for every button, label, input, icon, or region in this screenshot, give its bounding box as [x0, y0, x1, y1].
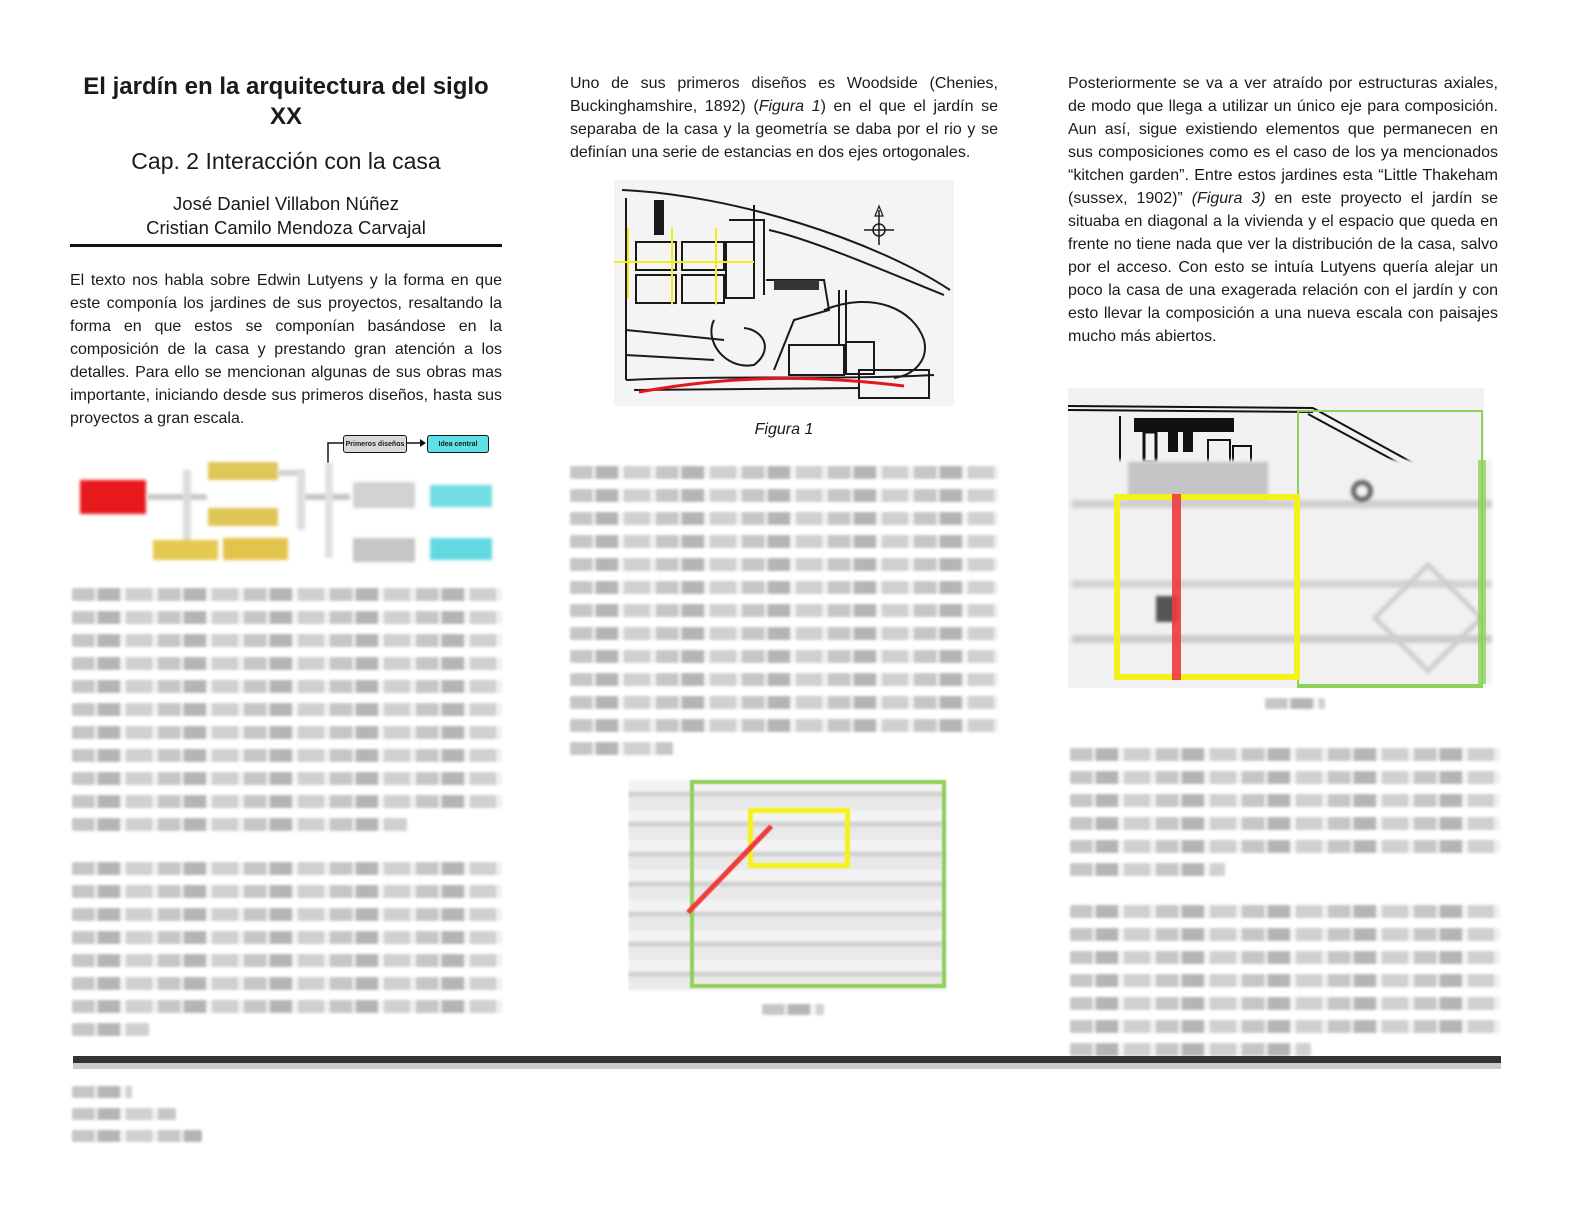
authors	[70, 192, 502, 240]
author-name: José Daniel Villabon Núñez	[173, 193, 399, 214]
diagram-connector-blur	[147, 494, 207, 500]
green-garden-outline	[1297, 410, 1483, 688]
diagram-node-red	[80, 480, 146, 514]
little-thakeham-paragraph	[1068, 72, 1498, 348]
diagram-node-yellow	[208, 508, 278, 526]
house-block	[654, 200, 664, 235]
diagram-node-yellow	[223, 538, 288, 560]
diagram-node-grey	[353, 538, 415, 562]
column-3	[1068, 72, 1498, 348]
paragraph-text: ) en el que el jardín se separaba de la casa y la geometría se daba por el rio y se definían una serie de estancias en dos ejes ortogonales.	[570, 98, 999, 161]
figure-reference: (Figura 3)	[1191, 190, 1266, 207]
diagram-connector-blur	[297, 470, 305, 530]
redacted-paragraph	[1070, 905, 1500, 1066]
figure-1-woodside-plan	[614, 180, 954, 406]
figure-3-little-thakeham-plan	[1068, 388, 1498, 688]
redacted-paragraph	[72, 588, 502, 841]
footer-divider	[73, 1056, 1501, 1063]
green-garden-edge	[1478, 460, 1486, 684]
redacted-paragraph	[1070, 748, 1500, 886]
redacted-paragraph	[570, 466, 998, 765]
figure-2-plan-pixelated	[628, 770, 948, 992]
header-divider	[70, 244, 502, 247]
chapter-subtitle: Cap. 2 Interacción con la casa	[131, 148, 441, 174]
paragraph-text: Posteriormente se va a ver atraído por estructuras axiales, de modo que llega a utilizar un único eje para composición. Aun así, sigue existiendo elementos que permanecen en sus composiciones como es el caso de los ya mencionados “kitchen garden”. Entre estos jardines esta “Little Thakeham (sussex, 1902)”	[1068, 75, 1498, 207]
diagram-connector-blur	[325, 463, 333, 558]
column-1	[70, 72, 502, 430]
author-name: Cristian Camilo Mendoza Carvajal	[146, 217, 426, 238]
paragraph-text: Uno de sus primeros diseños es Woodside (Chenies, Buckinghamshire, 1892) (	[570, 75, 998, 115]
intro-paragraph: El texto nos habla sobre Edwin Lutyens y la forma en que este componía los jardines de sus proyectos, resaltando la forma en que estos se componían basándose en la composición de la casa y prestando gran atención a los detalles. Para ello se mencionan algunas de sus obras mas importante, iniciando desde sus primeros diseños, hasta sus proyectos a gran escala.	[70, 272, 502, 427]
diagram-node-grey	[353, 482, 415, 508]
concept-diagram	[75, 430, 505, 565]
figure-1-caption: Figura 1	[754, 421, 814, 438]
redacted-caption	[762, 1004, 824, 1025]
column-2	[570, 72, 998, 164]
redacted-footer-notes	[72, 1086, 202, 1152]
diagram-node-label: Primeros diseños	[345, 440, 405, 448]
diagram-node-cyan	[430, 538, 492, 560]
woodside-plan-drawing	[614, 180, 954, 406]
diagram-node-primeros-disenos	[343, 435, 407, 453]
paragraph-text: en este proyecto el jardín se situaba en diagonal a la vivienda y el espacio que queda en frente no tiene nada que ver la distribución de la casa, salvo por el acceso. Con esto se intuía Lutyens quería alejar un poco la casa de una exagerada relación con el jardín y con esto llevar la composición a una nueva escala con paisajes mucho más abiertos.	[1068, 190, 1499, 345]
diagram-node-label: Idea central	[438, 440, 478, 448]
woodside-paragraph	[570, 72, 998, 164]
redacted-paragraph	[72, 862, 502, 1046]
red-axis-line	[1172, 494, 1181, 680]
redacted-caption	[1265, 698, 1325, 719]
diagram-node-idea-central	[427, 435, 489, 453]
diagram-node-yellow	[153, 540, 218, 560]
figure-reference: Figura 1	[758, 98, 821, 115]
footer-divider-shadow	[73, 1063, 1501, 1069]
diagram-node-cyan	[430, 485, 492, 507]
diagram-connector-blur	[183, 470, 191, 550]
document-title: El jardín en la arquitectura del siglo XX	[83, 73, 489, 130]
diagram-node-yellow	[208, 462, 278, 480]
yellow-garden-outline	[1114, 494, 1300, 680]
